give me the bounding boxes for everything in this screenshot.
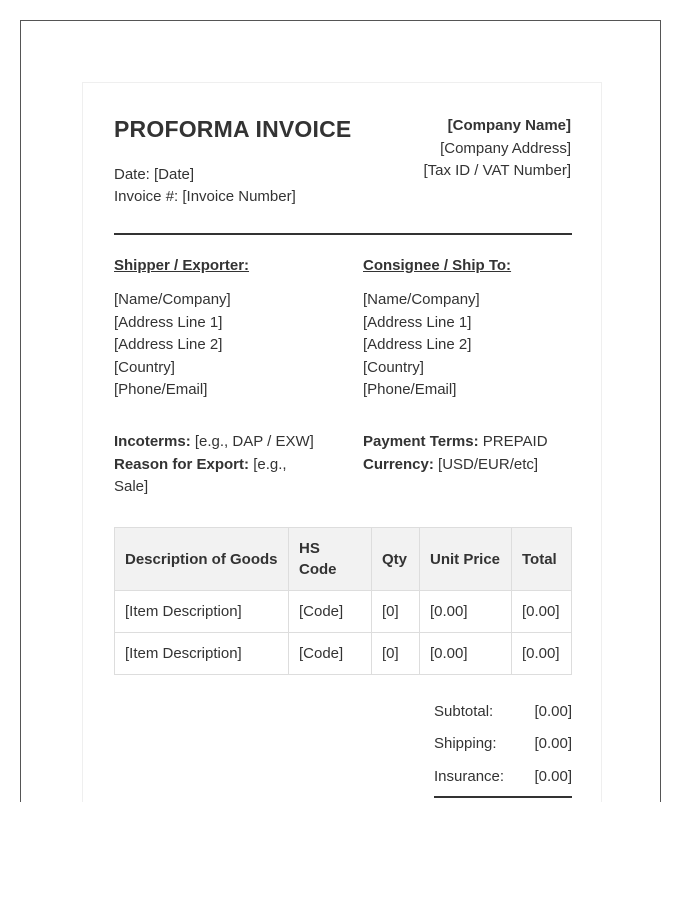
consignee-details xyxy=(363,289,480,402)
subtotal-row xyxy=(434,703,572,725)
shipping-terms-left xyxy=(114,431,319,499)
currency-value: [USD/EUR/etc] xyxy=(438,455,539,473)
total-cell: [0.00] xyxy=(512,591,572,633)
hs-code-cell: [Code] xyxy=(289,633,372,675)
insurance-row xyxy=(434,768,572,790)
page-frame xyxy=(20,20,661,802)
totals-divider xyxy=(434,796,572,798)
items-table xyxy=(114,527,572,675)
consignee-line: [Country] xyxy=(363,358,424,376)
consignee-heading: Consignee / Ship To: xyxy=(363,257,512,274)
shipper-line: [Phone/Email] xyxy=(114,381,208,398)
column-header-total: Total xyxy=(512,528,572,591)
table-row xyxy=(115,633,572,675)
unit-price-cell: [0.00] xyxy=(420,591,512,633)
insurance-value: [0.00] xyxy=(534,768,572,785)
invoice-document xyxy=(82,82,602,802)
incoterms-value: [e.g., DAP / EXW] xyxy=(194,433,314,450)
qty-cell: [0] xyxy=(372,591,420,633)
total-cell: [0.00] xyxy=(512,633,572,675)
unit-price-cell: [0.00] xyxy=(420,633,512,675)
reason-value: [e.g., Sale] xyxy=(114,455,287,495)
consignee-line: [Name/Company] xyxy=(363,291,480,308)
currency-field xyxy=(363,454,573,477)
shipper-line: [Address Line 2] xyxy=(114,336,223,353)
column-header-qty: Qty xyxy=(372,528,420,591)
invoice-date: Date: [Date] xyxy=(114,166,195,183)
payment-terms-field xyxy=(363,431,573,454)
consignee-line: [Address Line 1] xyxy=(363,313,472,331)
currency-label: Currency: xyxy=(363,455,434,473)
shipper-line: [Name/Company] xyxy=(114,291,231,308)
shipping-row xyxy=(434,735,572,757)
shipping-label: Shipping: xyxy=(434,735,497,752)
item-description-cell: [Item Description] xyxy=(115,633,289,675)
shipper-details xyxy=(114,289,231,402)
column-header-description: Description of Goods xyxy=(115,528,289,591)
column-header-unit-price: Unit Price xyxy=(420,528,512,591)
shipping-terms-right xyxy=(363,431,573,476)
payment-terms-value: PREPAID xyxy=(482,433,548,450)
consignee-line: [Address Line 2] xyxy=(363,336,472,353)
shipping-value: [0.00] xyxy=(534,735,572,752)
qty-cell: [0] xyxy=(372,633,420,675)
item-description-cell: [Item Description] xyxy=(115,591,289,633)
consignee-line: [Phone/Email] xyxy=(363,381,457,398)
subtotal-label: Subtotal: xyxy=(434,703,494,720)
shipper-line: [Address Line 1] xyxy=(114,313,223,331)
subtotal-value: [0.00] xyxy=(534,703,572,720)
table-row xyxy=(115,591,572,633)
invoice-title: PROFORMA INVOICE xyxy=(114,116,352,142)
header-divider xyxy=(114,233,572,235)
company-name: [Company Name] xyxy=(447,117,571,134)
shipper-line: [Country] xyxy=(114,358,175,376)
company-tax-id: [Tax ID / VAT Number] xyxy=(423,162,571,179)
company-address: [Company Address] xyxy=(440,139,571,157)
reason-label: Reason for Export: xyxy=(114,455,250,473)
column-header-hs-code: HS Code xyxy=(289,528,372,591)
incoterms-label: Incoterms: xyxy=(114,433,191,450)
insurance-label: Insurance: xyxy=(434,768,505,785)
incoterms-field xyxy=(114,431,319,454)
reason-field xyxy=(114,454,319,499)
hs-code-cell: [Code] xyxy=(289,591,372,633)
payment-terms-label: Payment Terms: xyxy=(363,433,479,450)
table-header-row xyxy=(115,528,572,591)
invoice-number: Invoice #: [Invoice Number] xyxy=(114,188,296,205)
company-block xyxy=(423,115,571,183)
shipper-heading: Shipper / Exporter: xyxy=(114,257,250,274)
